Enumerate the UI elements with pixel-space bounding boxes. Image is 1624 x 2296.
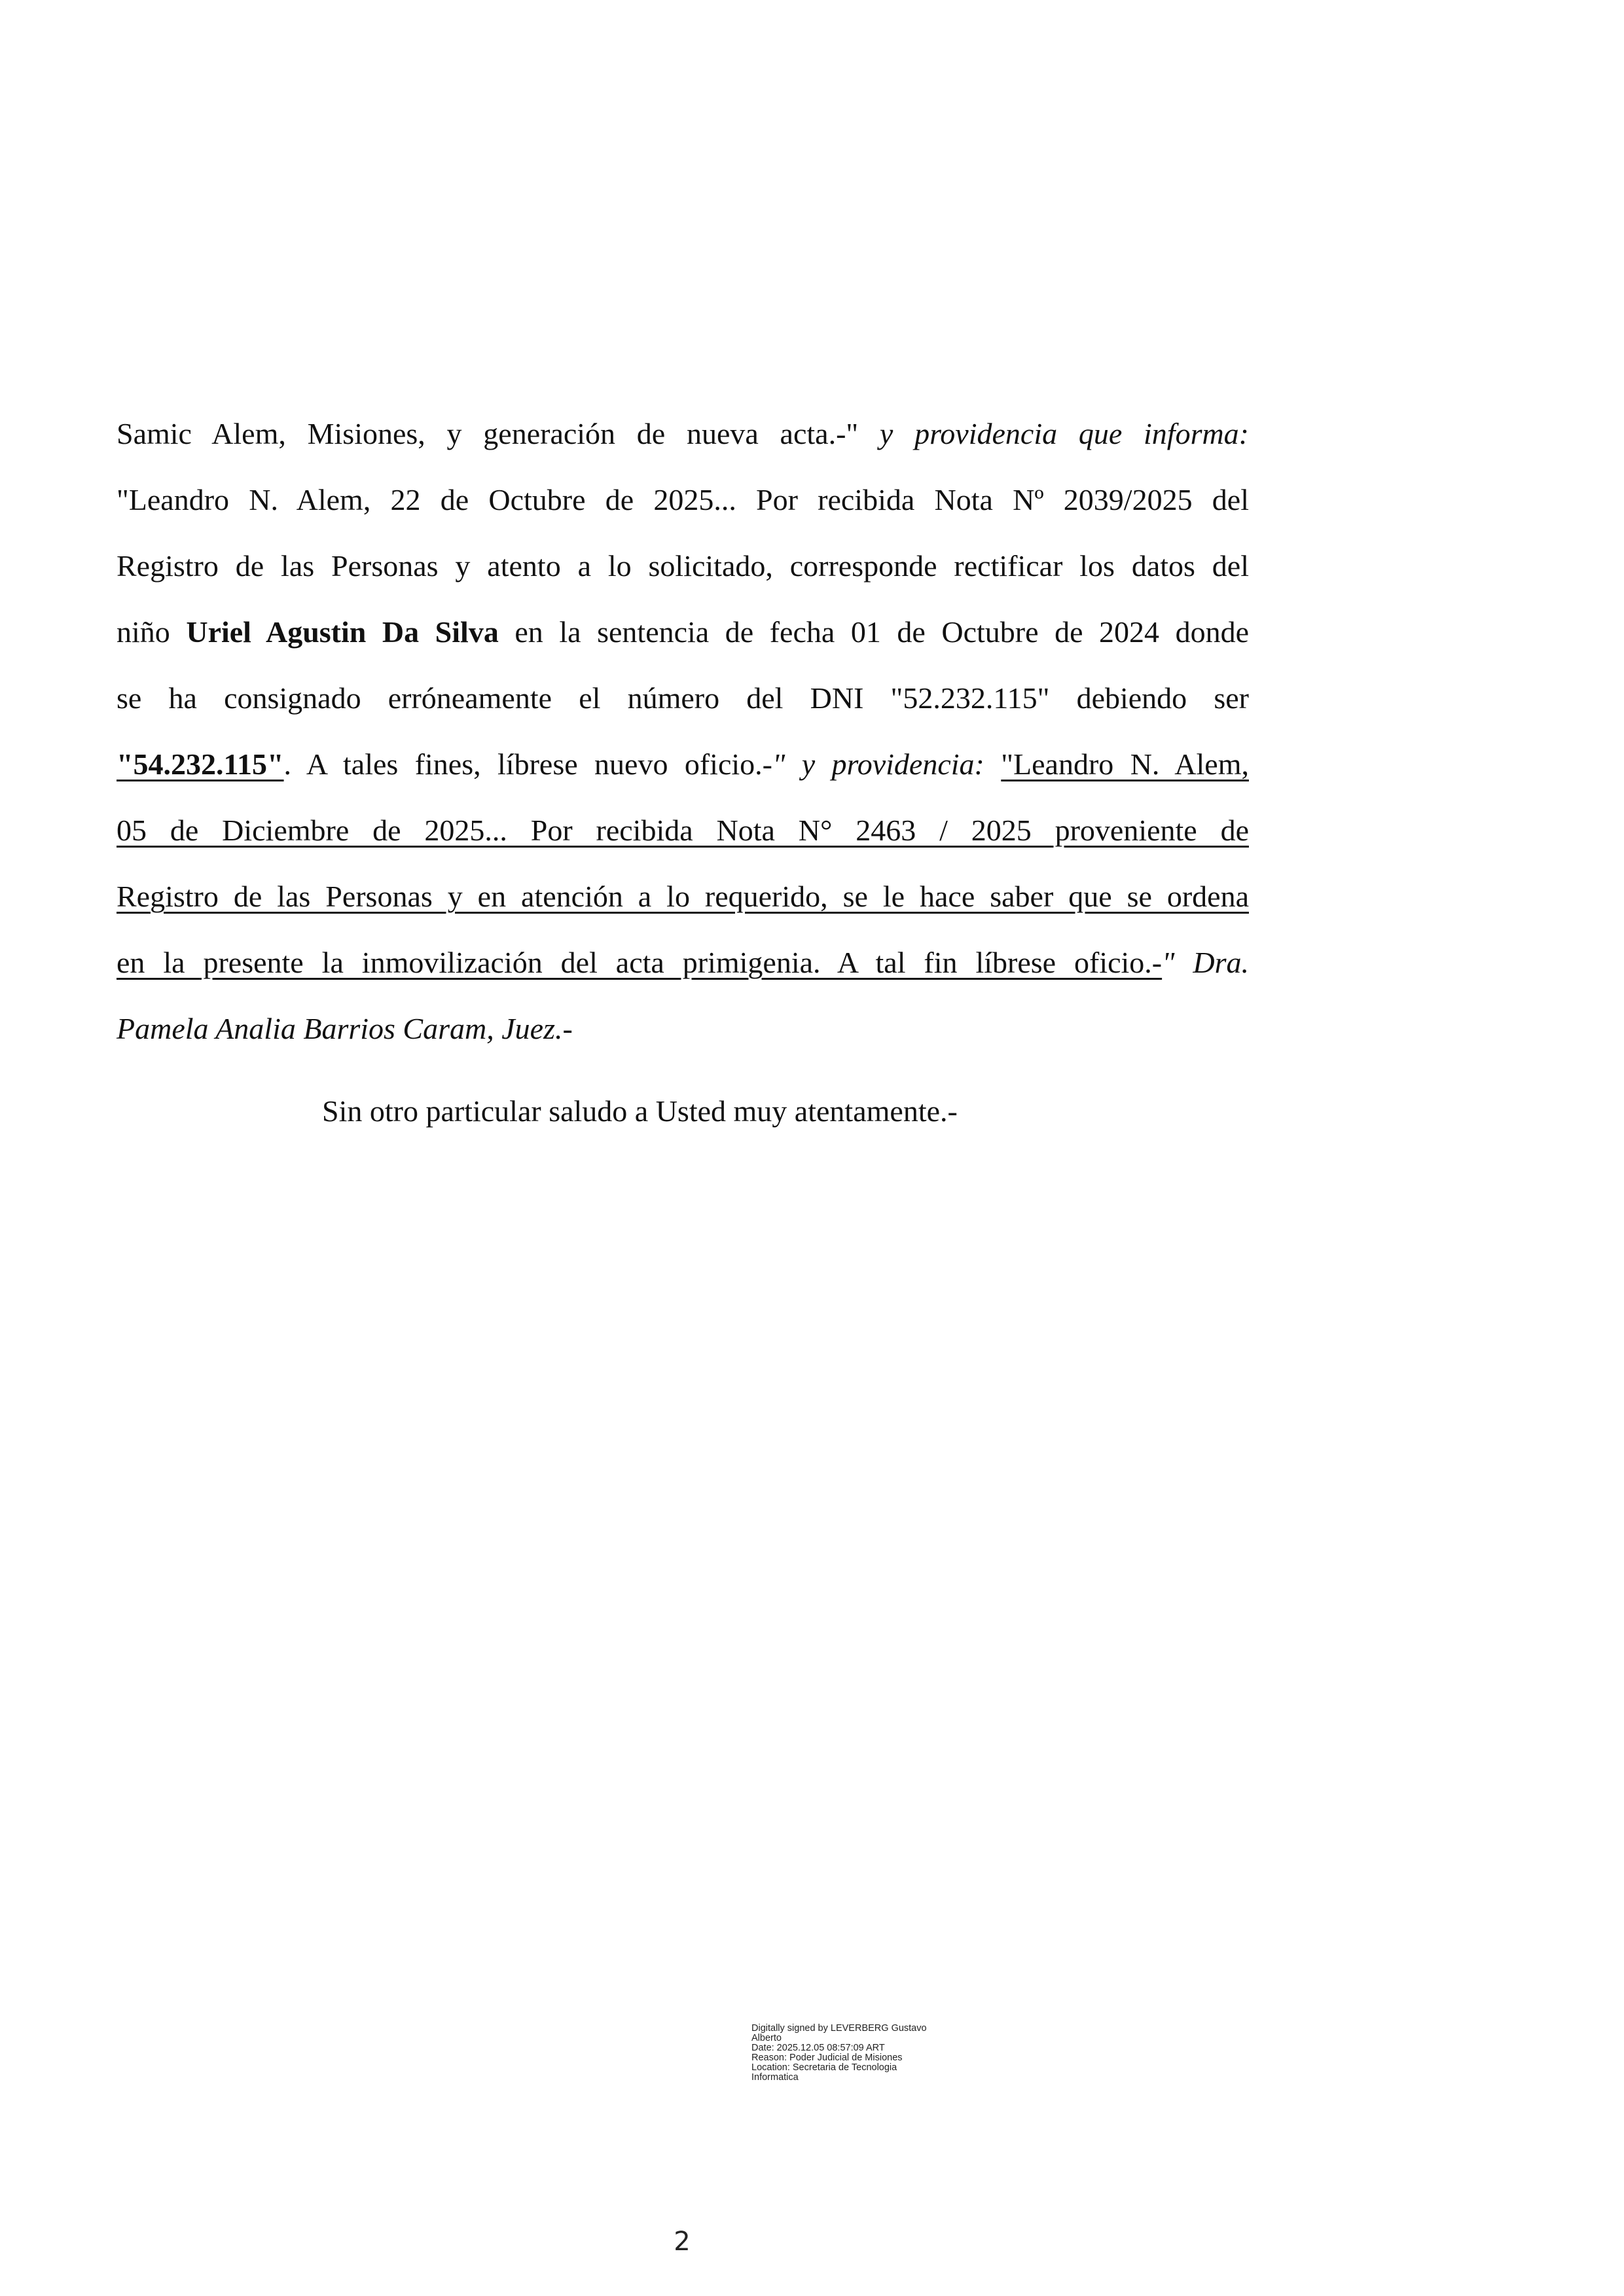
signature-reason: Reason: Poder Judicial de Misiones: [751, 2053, 903, 2063]
body-line-5: [117, 665, 1249, 731]
body-text-segment: Samic Alem, Misiones, y generación de nueva acta.-": [117, 417, 859, 450]
signature-location: Informatica: [751, 2072, 799, 2083]
signature-location: Location: Secretaria de Tecnologia: [751, 2062, 897, 2073]
body-text-segment: se ha consignado erróneamente el número del DNI "52.232.115" debiendo ser: [117, 681, 1249, 715]
digital-signature-block: [751, 2024, 967, 2083]
body-line-10: [117, 996, 1249, 1062]
document-body: [117, 401, 1249, 1062]
page-number: 2: [674, 2227, 691, 2257]
body-line-2: [117, 467, 1249, 533]
body-line-4: [117, 599, 1249, 665]
underlined-segment: en la presente la inmovilización del acta primigenia. A tal fin líbrese oficio.-: [117, 946, 1163, 979]
body-text-segment: Registro de las Personas y atento a lo solicitado, corresponde rectificar los datos del: [117, 549, 1249, 583]
body-line-7: [117, 797, 1249, 863]
underlined-segment: 05 de Diciembre de 2025... Por recibida Nota N° 2463 / 2025 proveniente de: [117, 814, 1249, 847]
underlined-segment: "Leandro N. Alem,: [1001, 747, 1249, 781]
body-line-3: [117, 533, 1249, 599]
body-line-6: [117, 731, 1249, 797]
italic-segment: y providencia que informa:: [858, 417, 1250, 450]
body-line-1: [117, 401, 1249, 467]
signature-line: Alberto: [751, 2033, 782, 2043]
child-name: Uriel Agustin Da Silva: [186, 615, 499, 649]
body-text-segment: "Leandro N. Alem, 22 de Octubre de 2025... Por recibida Nota Nº 2039/2025 del: [117, 483, 1249, 516]
italic-segment: " y providencia:: [772, 747, 1001, 781]
body-line-9: [117, 929, 1249, 996]
body-line-8: [117, 863, 1249, 929]
corrected-dni: "54.232.115": [117, 747, 284, 781]
body-text-segment: en la sentencia de fecha 01 de Octubre de 2024 donde: [498, 615, 1250, 649]
signature-date: Date: 2025.12.05 08:57:09 ART: [751, 2043, 885, 2053]
italic-segment: " Dra.: [1162, 946, 1249, 979]
judge-signature-line: Pamela Analia Barrios Caram, Juez.-: [117, 1012, 573, 1045]
underlined-segment: Registro de las Personas y en atención a lo requerido, se le hace saber que se ordena: [117, 880, 1249, 913]
body-text-segment: niño: [117, 615, 187, 649]
closing-salutation: Sin otro particular saludo a Usted muy atentamente.-: [322, 1094, 958, 1128]
signature-line: Digitally signed by LEVERBERG Gustavo: [751, 2023, 927, 2034]
body-text-segment: . A tales fines, líbrese nuevo oficio.-: [283, 747, 772, 781]
